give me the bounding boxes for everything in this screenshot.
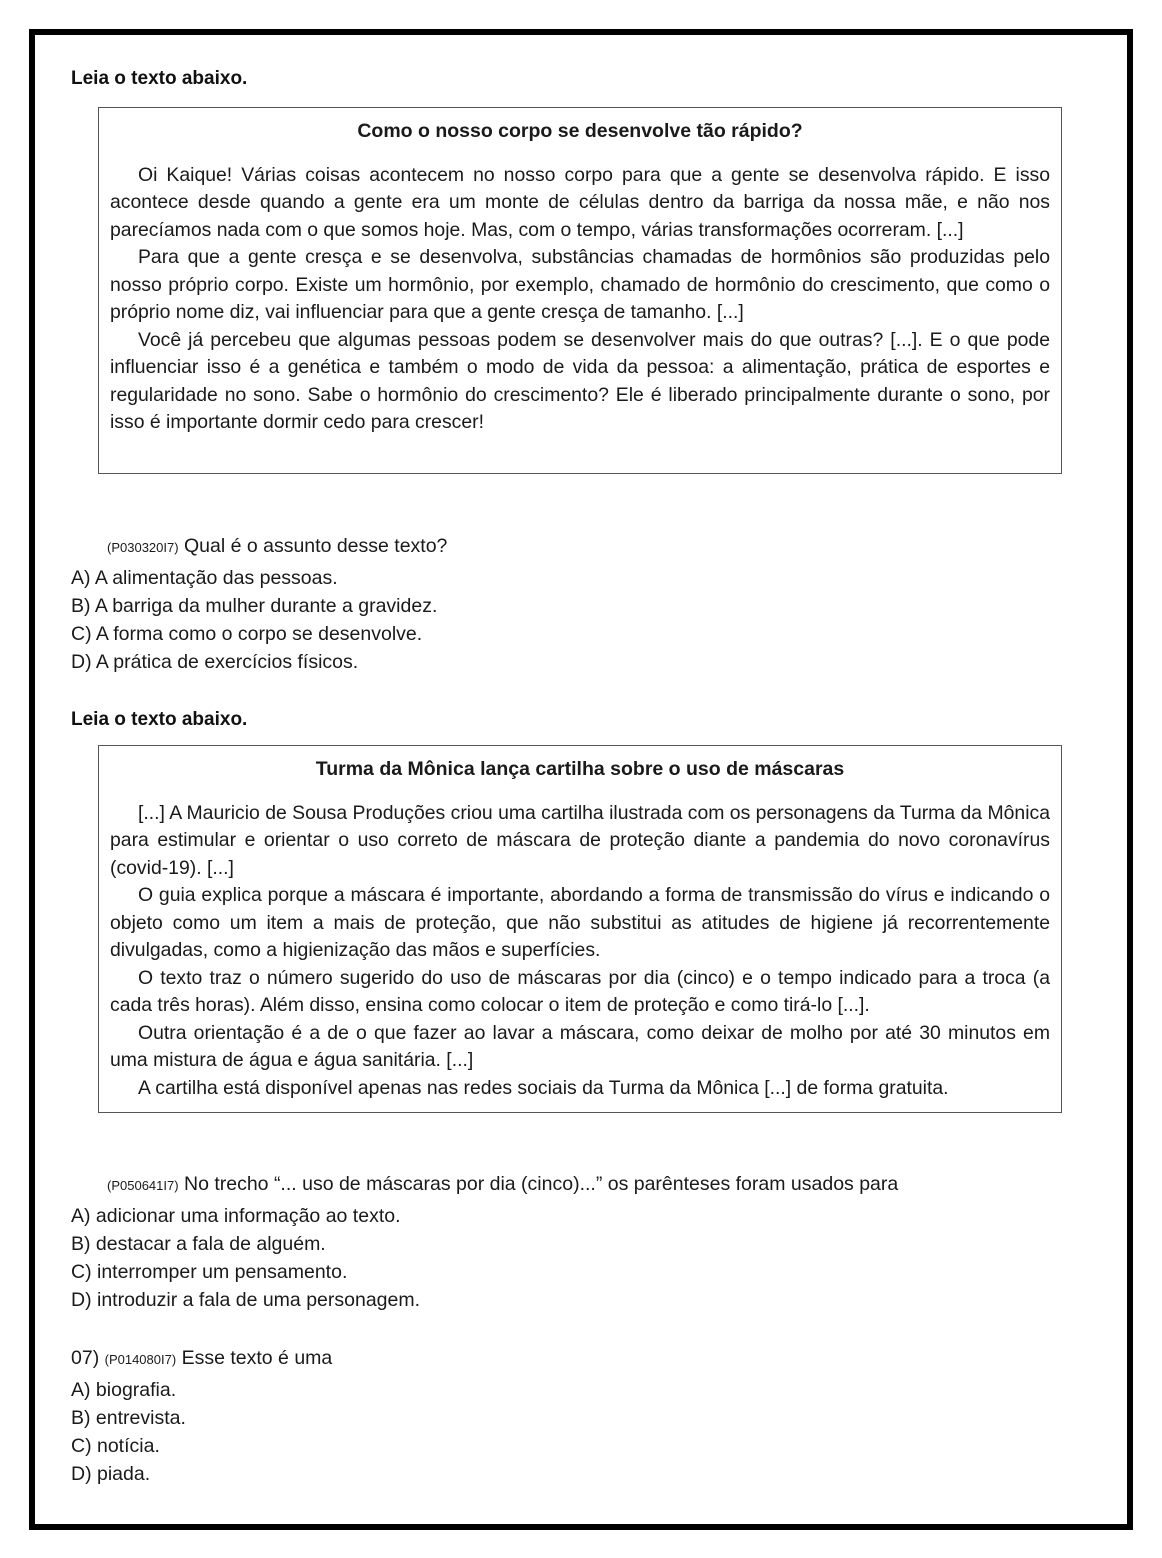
question-1 <box>71 532 1071 676</box>
option-a[interactable]: A) adicionar uma informação ao texto. <box>71 1205 401 1227</box>
option-c[interactable]: C) notícia. <box>71 1435 160 1457</box>
question-text: Qual é o assunto desse texto? <box>183 535 448 557</box>
option-a[interactable]: A) A alimentação das pessoas. <box>71 567 338 589</box>
question-text: Esse texto é uma <box>181 1347 333 1369</box>
read-text-instruction-2: Leia o texto abaixo. <box>71 709 248 730</box>
read-text-instruction-1: Leia o texto abaixo. <box>71 68 248 89</box>
paragraph: O texto traz o número sugerido do uso de máscaras por dia (cinco) e o tempo indicado para a troca (a cada três horas). Além disso, ensina como colocar o item de proteção e como tirá-lo [...]. <box>110 966 1050 1016</box>
question-code: (P030320I7) <box>107 540 179 555</box>
paragraph: Para que a gente cresça e se desenvolva, substâncias chamadas de hormônios são produzidas pelo nosso próprio corpo. Existe um hormônio, por exemplo, chamado de hormônio do crescimento, que como o próprio nome diz, vai influenciar para que a gente cresça de tamanho. [...] <box>110 246 1050 323</box>
question-number: 07) <box>71 1347 100 1369</box>
option-b[interactable]: B) destacar a fala de alguém. <box>71 1233 326 1255</box>
option-c[interactable]: C) interromper um pensamento. <box>71 1261 348 1283</box>
option-b[interactable]: B) A barriga da mulher durante a gravidez. <box>71 595 438 617</box>
option-d[interactable]: D) introduzir a fala de uma personagem. <box>71 1289 421 1311</box>
question-2-stem <box>71 1170 1071 1200</box>
option-c[interactable]: C) A forma como o corpo se desenvolve. <box>71 623 423 645</box>
text-title-1: Como o nosso corpo se desenvolve tão rápido? <box>357 120 803 142</box>
paragraph: Oi Kaique! Várias coisas acontecem no nosso corpo para que a gente se desenvolva rápido. E isso acontece desde quando a gente era um monte de células dentro da barriga da nossa mãe, e não nos parecíamos nada com o que somos hoje. Mas, com o tempo, várias transformações ocorreram. [...] <box>110 163 1050 241</box>
text-title-2: Turma da Mônica lança cartilha sobre o uso de máscaras <box>315 758 845 780</box>
paragraph: Você já percebeu que algumas pessoas podem se desenvolver mais do que outras? [...]. E o que pode influenciar isso é a genética e também o modo de vida da pessoa: a alimentação, prática de esportes e regularidade no sono. Sabe o hormônio do crescimento? Ele é liberado principalmente durante o sono, por isso é importante dormir cedo para crescer! <box>110 328 1050 433</box>
text-box-turma-da-monica <box>98 745 1062 1113</box>
question-1-stem <box>71 532 1071 562</box>
paragraph: [...] A Mauricio de Sousa Produções criou uma cartilha ilustrada com os personagens da Turma da Mônica para estimular e orientar o uso correto de máscara de proteção diante a pandemia do novo coronavírus (covid-19). [...] <box>110 801 1050 879</box>
option-a[interactable]: A) biografia. <box>71 1379 177 1401</box>
text-box-body-development <box>98 107 1062 474</box>
option-d[interactable]: D) A prática de exercícios físicos. <box>71 651 359 673</box>
paragraph: A cartilha está disponível apenas nas redes sociais da Turma da Mônica [...] de forma gratuita. <box>138 1076 949 1099</box>
question-3 <box>71 1344 1071 1488</box>
question-3-stem <box>71 1344 1071 1374</box>
option-b[interactable]: B) entrevista. <box>71 1407 186 1429</box>
question-2 <box>71 1170 1071 1314</box>
option-d[interactable]: D) piada. <box>71 1463 151 1485</box>
question-text: No trecho “... uso de máscaras por dia (cinco)...” os parênteses foram usados para <box>183 1173 899 1195</box>
question-code: (P050641I7) <box>107 1178 179 1193</box>
question-code: (P014080I7) <box>104 1352 177 1367</box>
paragraph: Outra orientação é a de o que fazer ao lavar a máscara, como deixar de molho por até 30 minutos em uma mistura de água e água sanitária. [...] <box>110 1021 1050 1071</box>
paragraph: O guia explica porque a máscara é importante, abordando a forma de transmissão do vírus e indicando o objeto como um item a mais de proteção, que não substitui as atitudes de higiene já recorrentemente divulgadas, como a higienização das mãos e superfícies. <box>110 884 1050 961</box>
